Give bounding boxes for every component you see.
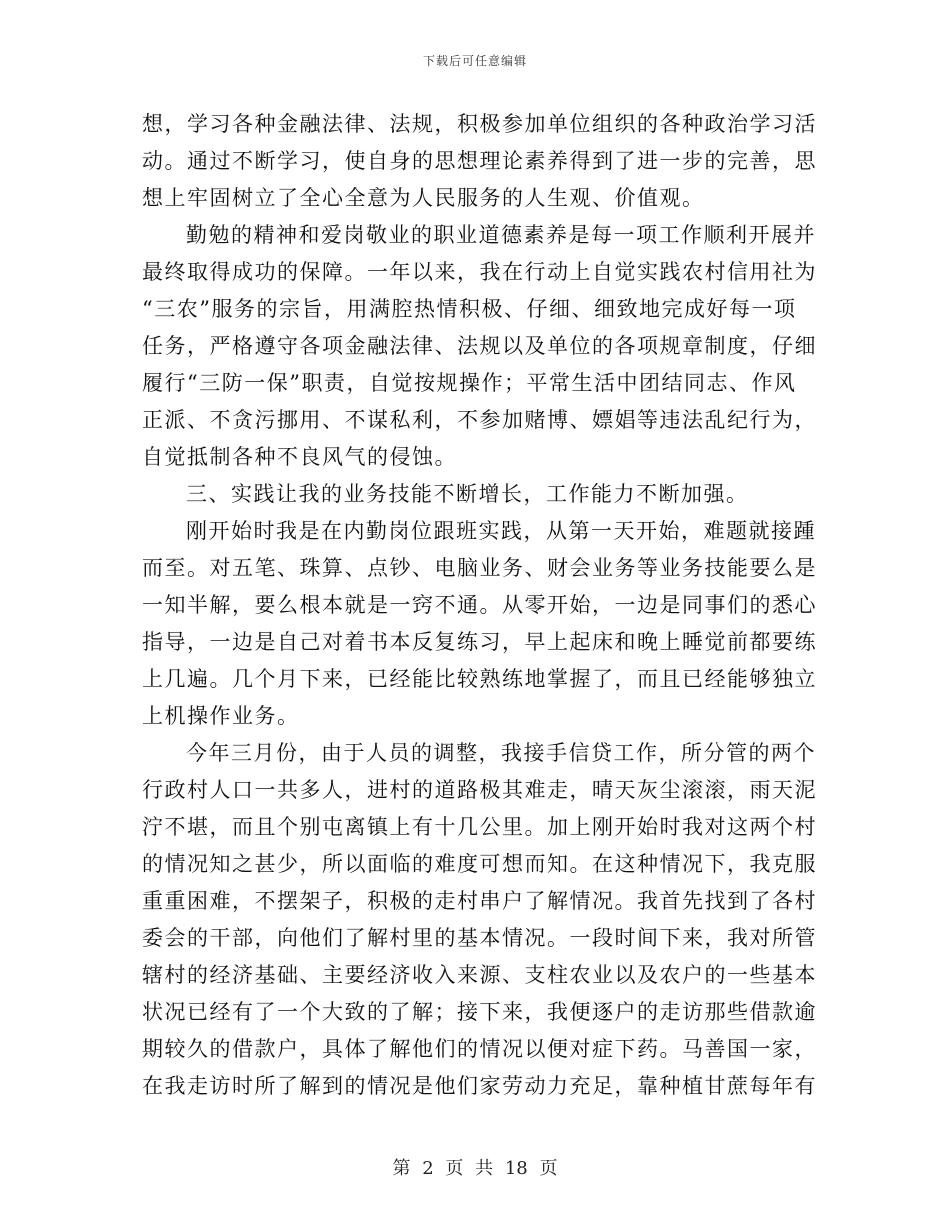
text-line: 想上牢固树立了全心全意为人民服务的人生观、价值观。 [142,186,705,210]
text-line: 上几遍。几个月下来，已经能比较熟练地掌握了，而且已经能够独立 [142,667,817,691]
text-line: 履行“三防一保”职责，自觉按规操作；平常生活中团结同志、作风 [142,371,797,395]
section-heading: 三、实践让我的业务技能不断增长，工作能力不断加强。 [186,482,749,506]
text-line: 上机操作业务。 [142,704,300,728]
text-line: 委会的干部，向他们了解村里的基本情况。一段时间下来，我对所管 [142,926,817,950]
text-line: 行政村人口一共多人，进村的道路极其难走，晴天灰尘滚滚，雨天泥 [142,778,817,802]
text-line: 最终取得成功的保障。一年以来，我在行动上自觉实践农村信用社为 [142,260,817,284]
text-line: 状况已经有了一个大致的了解；接下来，我便逐户的走访那些借款逾 [142,1000,817,1024]
text-line: 今年三月份，由于人员的调整，我接手信贷工作，所分管的两个 [186,741,816,765]
text-line: 指导，一边是自己对着书本反复练习，早上起床和晚上睡觉前都要练 [142,630,817,654]
text-line: 辖村的经济基础、主要经济收入来源、支柱农业以及农户的一些基本 [142,963,817,987]
text-line: 想，学习各种金融法律、法规，积极参加单位组织的各种政治学习活 [142,112,817,136]
text-line: 在我走访时所了解到的情况是他们家劳动力充足，靠种植甘蔗每年有 [142,1074,817,1098]
page-number-footer: 第 2 页 共 18 页 [392,1158,558,1179]
document-body [142,106,817,1105]
text-line: “三农”服务的宗旨，用满腔热情积极、仔细、细致地完成好每一项 [142,297,797,321]
text-line: 刚开始时我是在内勤岗位跟班实践，从第一天开始，难题就接踵 [186,519,816,543]
text-line: 正派、不贪污挪用、不谋私利，不参加赌博、嫖娼等违法乱纪行为， [142,408,817,432]
text-line: 的情况知之甚少，所以面临的难度可想而知。在这种情况下，我克服 [142,852,817,876]
text-line: 动。通过不断学习，使自身的思想理论素养得到了进一步的完善，思 [142,149,817,173]
text-line: 自觉抵制各种不良风气的侵蚀。 [142,445,457,469]
text-line: 期较久的借款户，具体了解他们的情况以便对症下药。马善国一家， [142,1037,817,1061]
text-line: 而至。对五笔、珠算、点钞、电脑业务、财会业务等业务技能要么是 [142,556,817,580]
text-line: 任务，严格遵守各项金融法律、法规以及单位的各项规章制度，仔细 [142,334,817,358]
text-line: 勤勉的精神和爱岗敬业的职业道德素养是每一项工作顺利开展并 [186,223,816,247]
text-line: 一知半解，要么根本就是一窍不通。从零开始，一边是同事们的悉心 [142,593,817,617]
text-line: 泞不堪，而且个别屯离镇上有十几公里。加上刚开始时我对这两个村 [142,815,817,839]
text-line: 重重困难，不摆架子，积极的走村串户了解情况。我首先找到了各村 [142,889,817,913]
page-header: 下载后可任意编辑 [422,54,527,68]
